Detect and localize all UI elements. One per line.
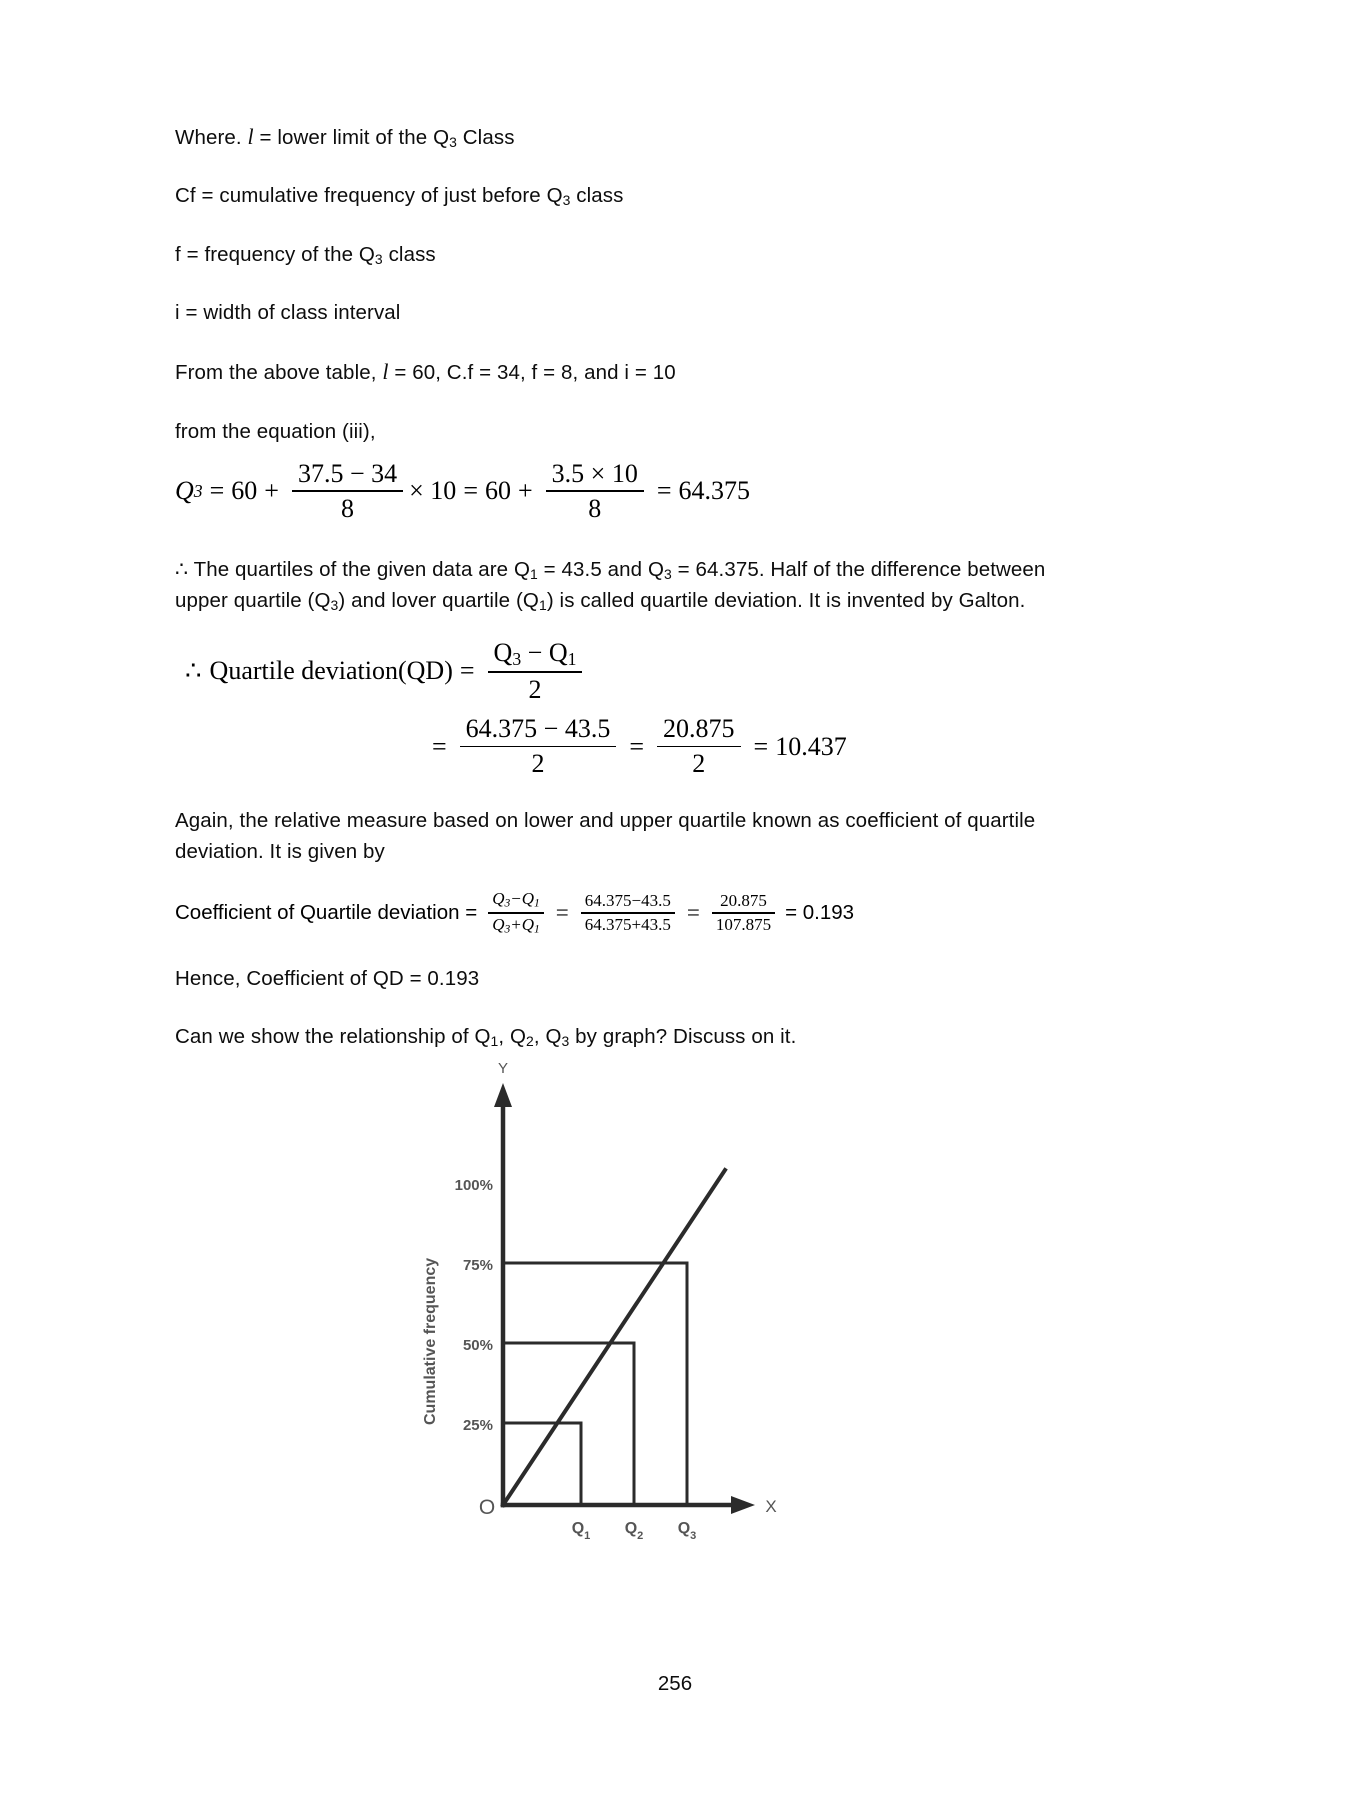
coef-f1-num-minus: − — [510, 889, 522, 909]
eq-q3-frac2-numerator: 3.5 × 10 — [551, 458, 638, 488]
x-tick-q1-base: Q — [571, 1520, 585, 1537]
line-cf — [175, 180, 1055, 211]
coef-equals-2: = — [686, 899, 700, 925]
qd2-result: 10.437 — [775, 731, 847, 761]
x-tick-q2-base: Q — [624, 1520, 638, 1537]
eq-q3-plus-1: + — [264, 476, 279, 506]
qd2-fraction-2 — [657, 714, 741, 779]
coef-f3-denominator: 107.875 — [715, 915, 772, 935]
eq-q3-lhs: Q — [175, 476, 194, 506]
ogive-line — [503, 1170, 725, 1505]
qd-label: Quartile deviation(QD) — [209, 656, 453, 686]
y-tick-50: 50% — [462, 1337, 493, 1354]
eq-q3-const-60a: 60 — [231, 476, 258, 506]
quartiles-e: ) is called quartile deviation. It is invented by Galton. — [546, 588, 1026, 612]
y-axis-title: Cumulative frequency — [422, 1257, 439, 1425]
qd-denominator: 2 — [528, 674, 542, 704]
eq-q3-fraction-2 — [546, 459, 644, 524]
quartiles-sub-3: 3 — [330, 596, 339, 613]
eq-q3-frac1-denominator: 8 — [341, 493, 355, 523]
coef-equals-1: = — [555, 899, 569, 925]
coef-f1-den-q3-sub: 3 — [504, 922, 511, 936]
eq-q3-lhs-sub: 3 — [193, 480, 203, 501]
can-we-sub-2: 2 — [526, 1032, 534, 1049]
can-we-b: , Q — [498, 1024, 527, 1048]
page-content — [175, 120, 1055, 1079]
fraction-bar — [488, 671, 583, 673]
coefficient-fraction-1 — [488, 889, 544, 936]
eq-q3-equals-2: = — [463, 476, 478, 506]
x-tick-q2-sub: 2 — [637, 1530, 644, 1542]
x-tick-q2 — [625, 1520, 644, 1542]
fraction-bar — [488, 912, 544, 914]
from-table-prefix: From the above table, — [175, 361, 383, 385]
where-subscript: 3 — [449, 134, 457, 151]
page-number: 256 — [657, 1672, 693, 1695]
line-where — [175, 120, 1055, 153]
x-tick-q3-sub: 3 — [690, 1530, 697, 1542]
coef-f1-denominator — [488, 915, 544, 936]
qd2-equals-2: = — [629, 731, 645, 761]
fraction-bar — [546, 490, 644, 492]
where-rest: = lower limit of the Q — [253, 126, 450, 149]
quartiles-a: ∴ The quartiles of the given data are Q — [175, 557, 531, 581]
y-tick-100: 100% — [454, 1177, 493, 1194]
x-tick-q1 — [572, 1520, 591, 1542]
fraction-bar — [292, 490, 403, 492]
symbol-l-2: l — [382, 359, 389, 385]
coef-f1-den-plus: + — [510, 915, 522, 935]
eq-q3-frac2-denominator: 8 — [588, 493, 602, 523]
can-we-a: Can we show the relationship of Q — [175, 1024, 491, 1048]
x-tick-q1-sub: 1 — [584, 1530, 591, 1542]
eq-q3-fraction-1 — [292, 459, 403, 524]
qd2-frac2-denominator: 2 — [692, 749, 706, 779]
y-tick-25: 25% — [462, 1417, 493, 1434]
x-axis-letter: X — [765, 1497, 777, 1516]
coefficient-fraction-3 — [712, 891, 775, 936]
quartiles-c: = 64.375. Half of the difference between upper quartile (Q — [175, 557, 1046, 612]
paragraph-quartiles — [175, 554, 1055, 616]
coef-f2-numerator: 64.375−43.5 — [584, 890, 671, 910]
qd2-fraction-1 — [460, 714, 617, 779]
coef-f1-num-q3: Q — [492, 889, 505, 909]
eq-q3-times-10: × 10 — [409, 476, 457, 506]
y-tick-75: 75% — [462, 1257, 493, 1274]
can-we-c: , Q — [533, 1024, 562, 1048]
quartiles-sub-4: 1 — [538, 596, 547, 613]
qd-num-minus: − — [527, 637, 543, 667]
fraction-bar — [657, 746, 741, 748]
coefficient-label: Coefficient of Quartile deviation = — [175, 900, 478, 924]
qd-numerator — [488, 638, 583, 669]
y-axis-arrow — [494, 1083, 512, 1107]
quartiles-d: ) and lover quartile (Q — [338, 588, 539, 612]
fraction-bar — [460, 746, 617, 748]
line-from-equation: from the equation (iii), — [175, 419, 376, 443]
qd2-frac2-numerator: 20.875 — [663, 714, 735, 744]
coef-result: = 0.193 — [785, 900, 855, 924]
line-can-we-show — [175, 1021, 1055, 1052]
coef-f3-numerator: 20.875 — [720, 890, 767, 910]
equation-q3 — [175, 459, 1055, 524]
qd-num-q3: Q — [493, 637, 513, 667]
line-from-table — [175, 355, 1055, 388]
coef-f1-num-q1: Q — [521, 889, 535, 909]
eq-q3-frac1-numerator: 37.5 − 34 — [297, 458, 398, 488]
f-tail: class — [382, 242, 436, 266]
coef-f1-num-q1-sub: 1 — [534, 896, 540, 910]
quartiles-sub-2: 3 — [664, 565, 672, 582]
coef-f1-numerator — [488, 889, 544, 910]
f-subscript: 3 — [374, 250, 383, 267]
coef-f1-den-q1-sub: 1 — [534, 922, 540, 936]
quartiles-b: = 43.5 and Q — [537, 557, 664, 581]
eq-q3-result: 64.375 — [678, 476, 750, 506]
therefore-symbol: ∴ — [185, 656, 202, 686]
qd-num-q1-sub: 1 — [567, 648, 577, 669]
cf-text: Cf = cumulative frequency of just before Q — [175, 184, 563, 208]
can-we-d: by graph? Discuss on it. — [569, 1024, 797, 1048]
x-axis-arrow — [731, 1496, 755, 1514]
y-axis-letter: Y — [497, 1060, 509, 1077]
quartiles-sub-1: 1 — [530, 565, 538, 582]
fraction-bar — [712, 912, 775, 914]
eq-q3-equals-1: = — [209, 476, 225, 506]
eq-q3-const-60b: 60 — [484, 476, 511, 506]
coefficient-fraction-2 — [581, 891, 675, 936]
equation-quartile-deviation-values — [425, 714, 1055, 779]
qd-fraction — [488, 638, 583, 704]
equation-quartile-deviation — [185, 638, 1055, 704]
fraction-bar — [581, 912, 675, 914]
qd-equals: = — [459, 656, 475, 686]
x-tick-q3-base: Q — [677, 1520, 691, 1537]
coef-f1-den-q1: Q — [521, 915, 535, 935]
line-i: i = width of class interval — [175, 300, 401, 324]
equation-coefficient-quartile-deviation — [175, 889, 1055, 936]
cumulative-frequency-graph — [395, 1055, 795, 1542]
qd-num-q3-sub: 3 — [512, 648, 522, 669]
origin-label: O — [478, 1496, 496, 1519]
qd2-frac1-denominator: 2 — [531, 749, 545, 779]
qd2-equals-3: = — [753, 731, 769, 761]
line-hence: Hence, Coefficient of QD = 0.193 — [175, 966, 480, 990]
can-we-sub-1: 1 — [490, 1032, 499, 1049]
eq-q3-equals-3: = — [656, 476, 672, 506]
cf-subscript: 3 — [562, 192, 571, 209]
where-tail: Class — [456, 126, 515, 149]
cf-tail: class — [570, 184, 624, 208]
x-tick-q3 — [678, 1520, 697, 1542]
coef-f2-denominator: 64.375+43.5 — [584, 915, 671, 935]
coef-f1-den-q3: Q — [492, 915, 505, 935]
can-we-sub-3: 3 — [561, 1032, 570, 1049]
qd2-equals-1: = — [432, 731, 447, 761]
qd2-frac1-numerator: 64.375 − 43.5 — [465, 714, 611, 744]
coef-f1-num-q3-sub: 3 — [504, 896, 511, 910]
from-table-values: = 60, C.f = 34, f = 8, and i = 10 — [388, 361, 676, 385]
f-text: f = frequency of the Q — [175, 242, 375, 266]
qd-num-q1: Q — [548, 637, 568, 667]
symbol-l: l — [247, 124, 254, 149]
where-prefix: Where. — [175, 126, 248, 149]
eq-q3-plus-2: + — [517, 476, 533, 506]
paragraph-again: Again, the relative measure based on lower and upper quartile known as coefficient of quartile deviation. It is given by — [175, 809, 1036, 864]
line-f — [175, 239, 1055, 270]
